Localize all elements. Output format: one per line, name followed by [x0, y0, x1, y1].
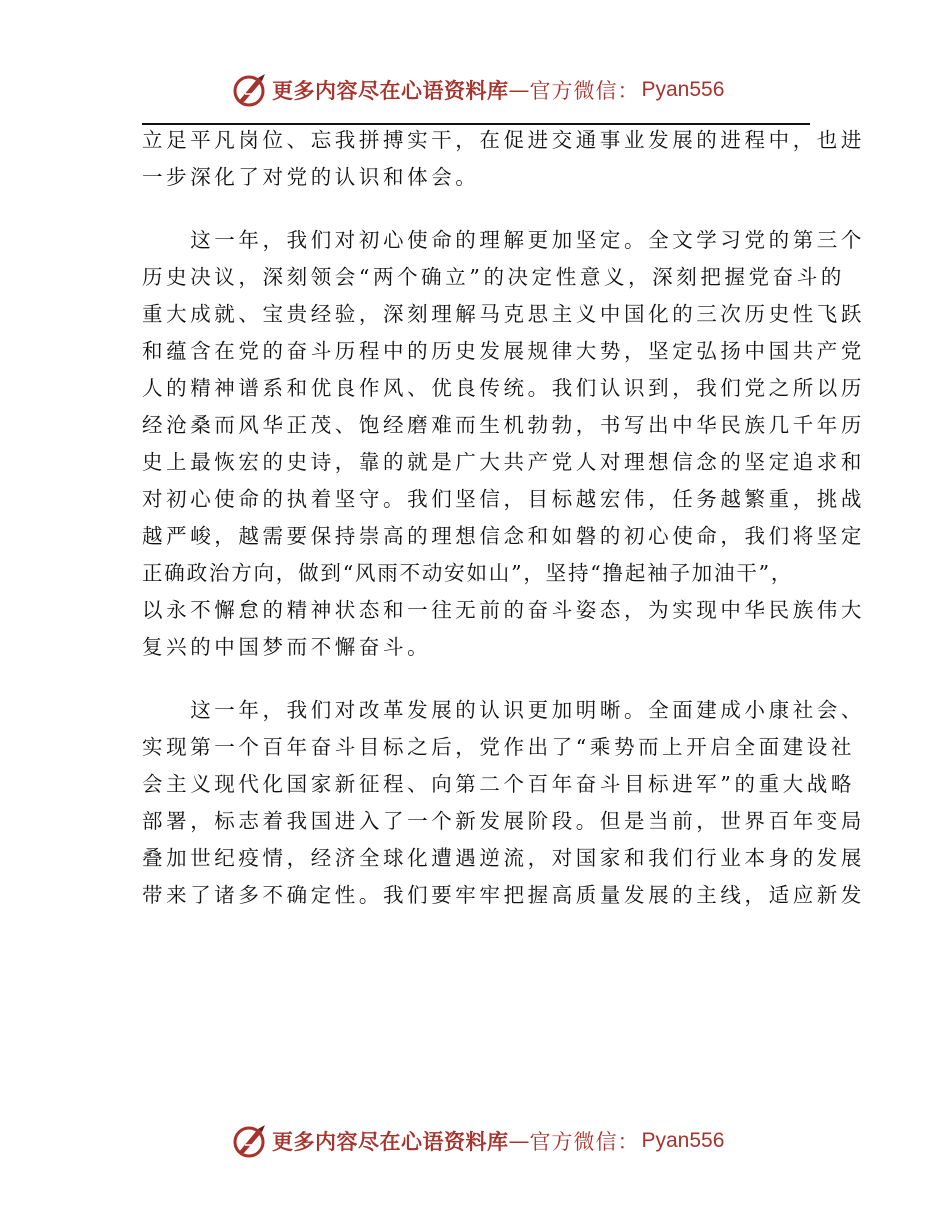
text-line: 这一年，我们对初心使命的理解更加坚定。全文学习党的第三个 [142, 228, 865, 252]
text-line: 史上最恢宏的史诗，靠的就是广大共产党人对理想信念的坚定追求和 [142, 450, 865, 474]
text-line: 一步深化了对党的认识和体会。 [142, 165, 480, 189]
text-line: 立足平凡岗位、忘我拼搏实干，在促进交通事业发展的进程中，也进 [142, 128, 865, 152]
text-line: 叠加世纪疫情，经济全球化遭遇逆流，对国家和我们行业本身的发展 [142, 846, 865, 870]
banner-wechat-id: Pyan556 [641, 78, 725, 101]
text-line: 人的精神谱系和优良作风、优良传统。我们认识到，我们党之所以历 [142, 376, 865, 400]
document-body [142, 122, 865, 914]
text-line: 带来了诸多不确定性。我们要牢牢把握高质量发展的主线，适应新发 [142, 883, 865, 907]
paragraph [142, 692, 865, 914]
header-banner [232, 70, 724, 110]
banner-wechat-id: Pyan556 [641, 1129, 725, 1152]
text-line: 重大成就、宝贵经验，深刻理解马克思主义中国化的三次历史性飞跃 [142, 302, 865, 326]
quill-logo-icon [232, 1123, 268, 1159]
quill-logo-icon [232, 72, 268, 108]
footer-banner [232, 1121, 724, 1161]
paragraph [142, 222, 865, 666]
banner-wechat-label: 官方微信： [529, 1130, 640, 1154]
banner-wechat-label: 官方微信： [529, 79, 640, 103]
banner-separator: — [508, 1129, 530, 1153]
text-line: 以永不懈怠的精神状态和一往无前的奋斗姿态，为实现中华民族伟大 [142, 598, 865, 622]
text-line: 这一年，我们对改革发展的认识更加明晰。全面建成小康社会、 [142, 698, 865, 722]
text-line: 部署，标志着我国进入了一个新发展阶段。但是当前，世界百年变局 [142, 809, 865, 833]
text-line: 和蕴含在党的奋斗历程中的历史发展规律大势，坚定弘扬中国共产党 [142, 339, 865, 363]
text-line: 实现第一个百年奋斗目标之后，党作出了“乘势而上开启全面建设社 [142, 735, 855, 759]
paragraph [142, 122, 865, 196]
text-line: 复兴的中国梦而不懈奋斗。 [142, 635, 432, 659]
text-line: 历史决议，深刻领会“两个确立”的决定性意义，深刻把握党奋斗的 [142, 265, 845, 289]
banner-title: 更多内容尽在心语资料库 [272, 1130, 509, 1154]
text-line: 正确政治方向，做到“风雨不动安如山”，坚持“撸起袖子加油干”， [142, 561, 794, 585]
text-line: 会主义现代化国家新征程、向第二个百年奋斗目标进军”的重大战略 [142, 772, 855, 796]
text-line: 对初心使命的执着坚守。我们坚信，目标越宏伟，任务越繁重，挑战 [142, 487, 865, 511]
text-line: 经沧桑而风华正茂、饱经磨难而生机勃勃，书写出中华民族几千年历 [142, 413, 865, 437]
banner-separator: — [508, 78, 530, 102]
text-line: 越严峻，越需要保持崇高的理想信念和如磐的初心使命，我们将坚定 [142, 524, 865, 548]
banner-title: 更多内容尽在心语资料库 [272, 79, 509, 103]
